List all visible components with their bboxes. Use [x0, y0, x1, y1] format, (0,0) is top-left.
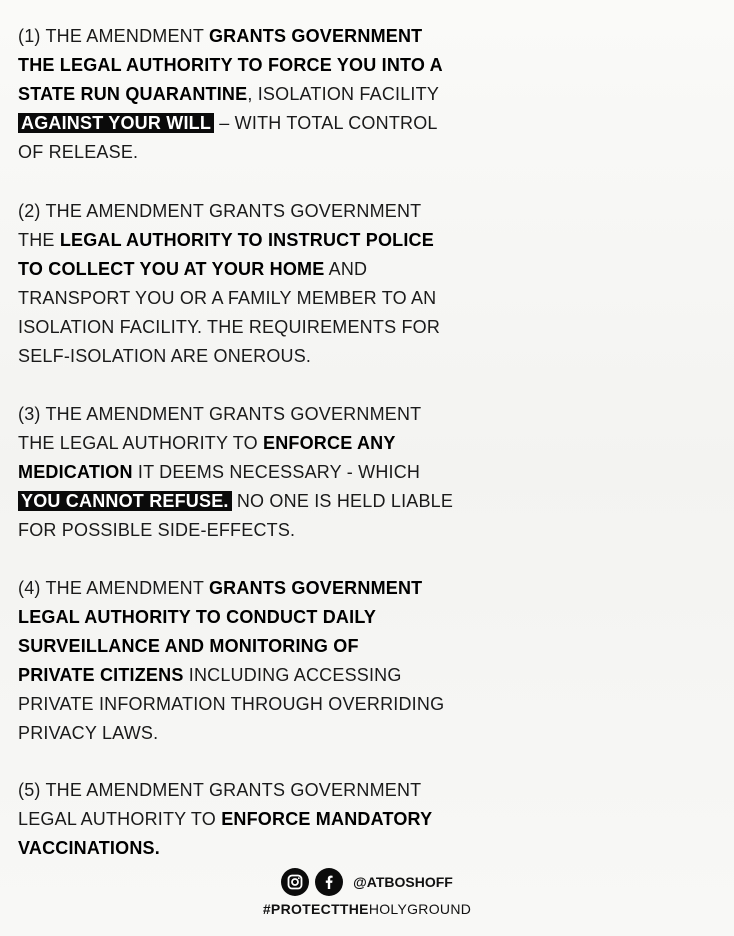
text-segment: THE LEGAL AUTHORITY TO — [18, 433, 263, 453]
bold-text: THE LEGAL AUTHORITY TO FORCE YOU INTO A — [18, 55, 443, 75]
text-line — [18, 690, 724, 719]
text-segment: , ISOLATION FACILITY — [247, 84, 440, 104]
bold-text: ENFORCE MANDATORY — [221, 809, 433, 829]
text-line — [18, 834, 724, 863]
text-segment: PRIVATE INFORMATION THROUGH OVERRIDING — [18, 694, 445, 714]
bold-text: LEGAL AUTHORITY TO INSTRUCT POLICE — [59, 230, 434, 250]
text-line — [18, 776, 724, 805]
paragraph-5 — [18, 776, 724, 863]
text-line — [18, 458, 724, 487]
paragraph-3 — [18, 400, 724, 545]
instagram-icon[interactable] — [281, 868, 309, 896]
bold-text: TO COLLECT YOU AT YOUR HOME — [18, 259, 325, 279]
text-segment: SELF-ISOLATION ARE ONEROUS. — [18, 346, 312, 366]
text-segment: TRANSPORT YOU OR A FAMILY MEMBER TO AN — [18, 288, 437, 308]
highlighted-text: AGAINST YOUR WILL — [18, 113, 214, 133]
highlighted-text: YOU CANNOT REFUSE. — [18, 491, 232, 511]
paragraph-4 — [18, 574, 724, 748]
text-segment: (1) THE AMENDMENT — [18, 26, 209, 46]
text-line — [18, 603, 724, 632]
text-segment: FOR POSSIBLE SIDE-EFFECTS. — [18, 520, 296, 540]
text-line — [18, 138, 724, 167]
text-line — [18, 574, 724, 603]
text-line — [18, 313, 724, 342]
text-line — [18, 109, 724, 138]
hashtag-regular: HOLYGROUND — [368, 901, 472, 917]
text-segment: THE — [18, 230, 60, 250]
text-segment: INCLUDING ACCESSING — [183, 665, 402, 685]
hashtag — [0, 901, 734, 917]
text-line — [18, 255, 724, 284]
bold-text: MEDICATION — [18, 462, 133, 482]
text-segment: (2) THE AMENDMENT GRANTS GOVERNMENT — [18, 201, 422, 221]
text-segment: (3) THE AMENDMENT GRANTS GOVERNMENT — [18, 404, 422, 424]
text-segment: ISOLATION FACILITY. THE REQUIREMENTS FOR — [18, 317, 441, 337]
text-line — [18, 284, 724, 313]
text-line — [18, 226, 724, 255]
text-segment: OF RELEASE. — [18, 142, 139, 162]
social-handle[interactable]: @ATBOSHOFF — [353, 874, 453, 890]
bold-text: PRIVATE CITIZENS — [18, 665, 184, 685]
text-line — [18, 632, 724, 661]
bold-text: GRANTS GOVERNMENT — [208, 26, 423, 46]
text-segment: AND — [324, 259, 368, 279]
text-line — [18, 197, 724, 226]
text-segment: LEGAL AUTHORITY TO — [18, 809, 222, 829]
text-segment: PRIVACY LAWS. — [18, 723, 159, 743]
text-line — [18, 80, 724, 109]
text-line — [18, 342, 724, 371]
social-row — [0, 868, 734, 896]
text-line — [18, 51, 724, 80]
text-segment: NO ONE IS HELD LIABLE — [231, 491, 454, 511]
text-segment: IT DEEMS NECESSARY - WHICH — [132, 462, 421, 482]
bold-text: VACCINATIONS. — [18, 838, 160, 858]
text-line — [18, 661, 724, 690]
facebook-icon[interactable] — [315, 868, 343, 896]
paragraph-2 — [18, 197, 724, 371]
text-segment: – WITH TOTAL CONTROL — [214, 113, 438, 133]
text-line — [18, 22, 724, 51]
text-line — [18, 429, 724, 458]
bold-text: SURVEILLANCE AND MONITORING OF — [18, 636, 359, 656]
text-line — [18, 400, 724, 429]
bold-text: GRANTS GOVERNMENT — [208, 578, 423, 598]
text-segment: (5) THE AMENDMENT GRANTS GOVERNMENT — [18, 780, 422, 800]
bold-text: LEGAL AUTHORITY TO CONDUCT DAILY — [18, 607, 377, 627]
hashtag-bold: #PROTECTTHE — [262, 901, 369, 917]
paragraph-1 — [18, 22, 724, 167]
bold-text: STATE RUN QUARANTINE — [18, 84, 248, 104]
text-line — [18, 719, 724, 748]
text-line — [18, 805, 724, 834]
bold-text: ENFORCE ANY — [263, 433, 396, 453]
text-line — [18, 487, 724, 516]
text-segment: (4) THE AMENDMENT — [18, 578, 209, 598]
text-line — [18, 516, 724, 545]
